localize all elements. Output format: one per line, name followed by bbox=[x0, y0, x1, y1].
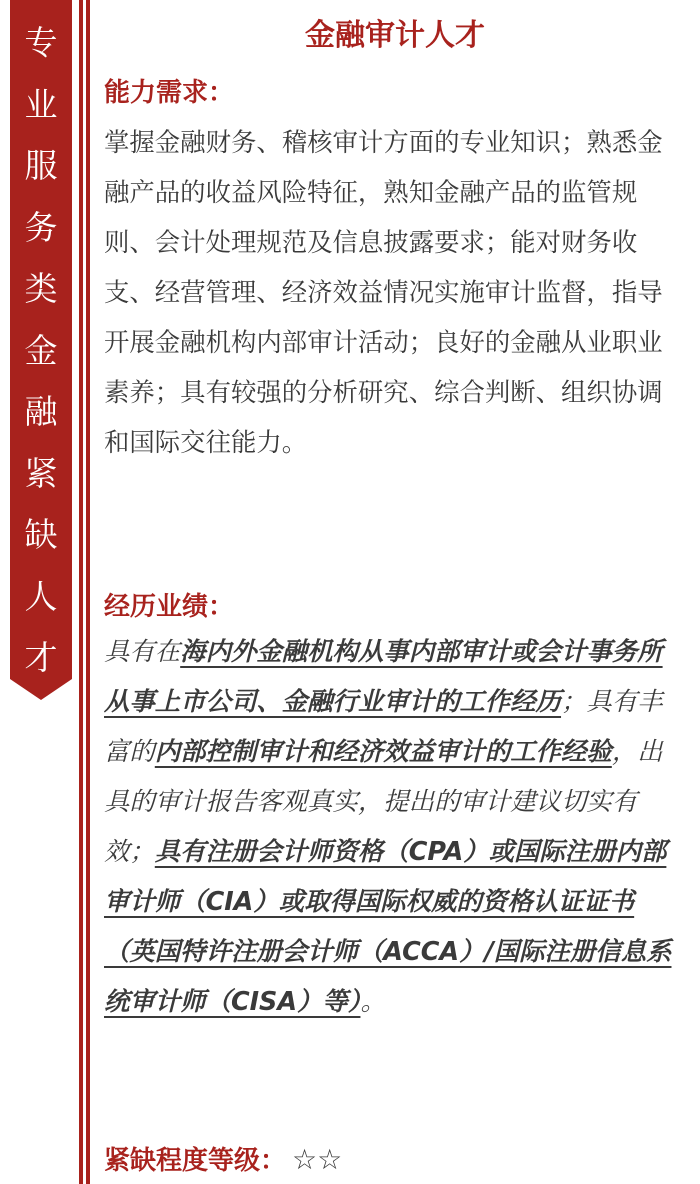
experience-text bbox=[104, 626, 679, 1026]
ribbon-char: 人 bbox=[24, 576, 58, 616]
experience-text-part: ；具有丰富的 bbox=[104, 686, 663, 766]
page-title: 金融审计人才 bbox=[305, 18, 485, 53]
experience-text-part: 。 bbox=[360, 986, 386, 1016]
ribbon-char: 融 bbox=[24, 392, 58, 431]
experience-emphasis: 内部控制审计和经济效益审计的工作经验 bbox=[154, 736, 612, 766]
shortage-level bbox=[104, 1140, 342, 1177]
ribbon-label bbox=[10, 12, 72, 689]
ribbon-char: 紧 bbox=[24, 453, 58, 493]
divider-line bbox=[79, 0, 83, 1184]
experience-text-part: ，出具的审计报告客观真实，提出的审计建议切实有效； bbox=[104, 736, 663, 866]
divider-line bbox=[86, 0, 90, 1184]
experience-heading: 经历业绩： bbox=[104, 592, 235, 622]
ability-heading: 能力需求： bbox=[104, 78, 235, 108]
ability-text: 掌握金融财务、稽核审计方面的专业知识；熟悉金融产品的收益风险特征，熟知金融产品的监管规则、会计处理规范及信息披露要求；能对财务收支、经营管理、经济效益情况实施审计监督，指导开展金融机构内部审计活动；良好的金融从业职业素养；具有较强的分析研究、综合判断、组织协调和国际交往能力。 bbox=[104, 127, 663, 457]
ribbon-char: 类 bbox=[24, 269, 58, 308]
ribbon-char: 才 bbox=[24, 638, 58, 677]
ribbon-char: 务 bbox=[24, 207, 58, 247]
ribbon-char: 缺 bbox=[24, 515, 58, 554]
ribbon-char: 业 bbox=[24, 84, 58, 124]
shortage-label: 紧缺程度等级： bbox=[104, 1146, 287, 1176]
experience-emphasis: 海内外金融机构从事内部审计或会计事务所从事上市公司、金融行业审计的工作经历 bbox=[104, 636, 663, 716]
experience-text-part: 具有在 bbox=[104, 636, 181, 666]
star-rating: ☆☆ bbox=[292, 1143, 343, 1176]
ribbon-char: 服 bbox=[24, 146, 58, 185]
ribbon-char: 金 bbox=[24, 330, 58, 370]
experience-emphasis: 具有注册会计师资格（CPA）或国际注册内部审计师（CIA）或取得国际权威的资格认证证书（英国特许注册会计师（ACCA）/国际注册信息系统审计师（CISA）等） bbox=[104, 836, 672, 1016]
ribbon-char: 专 bbox=[24, 23, 58, 62]
